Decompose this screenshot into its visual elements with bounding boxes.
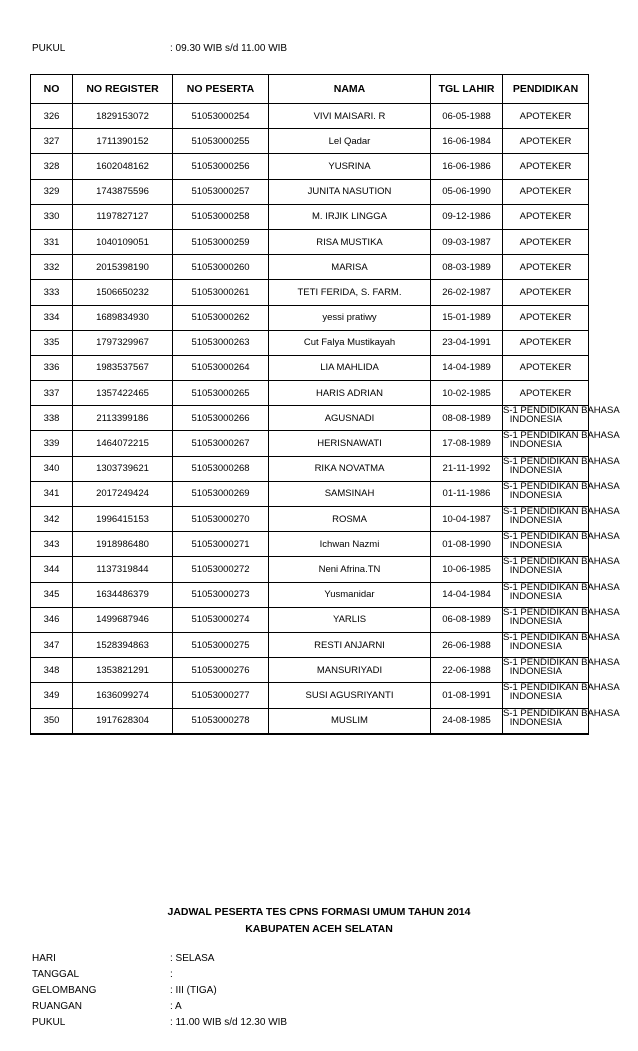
cell-no: 333 bbox=[31, 280, 73, 305]
table-row bbox=[31, 381, 589, 406]
cell-tgl-lahir: 16-06-1986 bbox=[431, 154, 503, 179]
cell-nama: ROSMA bbox=[269, 507, 431, 532]
table-row bbox=[31, 280, 589, 305]
cell-tgl-lahir: 06-05-1988 bbox=[431, 104, 503, 129]
cell-peserta: 51053000269 bbox=[173, 481, 269, 506]
cell-nama: JUNITA NASUTION bbox=[269, 179, 431, 204]
pendidikan-line: APOTEKER bbox=[519, 211, 572, 223]
info-label: GELOMBANG bbox=[32, 985, 97, 996]
cell-no: 335 bbox=[31, 330, 73, 355]
table-row bbox=[31, 305, 589, 330]
cell-nama: LIA MAHLIDA bbox=[269, 355, 431, 380]
cell-no: 338 bbox=[31, 406, 73, 431]
column-header-register: NO REGISTER bbox=[73, 75, 173, 104]
pendidikan-line: APOTEKER bbox=[519, 135, 572, 147]
cell-tgl-lahir: 08-08-1989 bbox=[431, 406, 503, 431]
cell-nama: Cut Falya Mustikayah bbox=[269, 330, 431, 355]
table-header-row bbox=[31, 75, 589, 104]
cell-nama: YUSRINA bbox=[269, 154, 431, 179]
cell-nama: VIVI MAISARI. R bbox=[269, 104, 431, 129]
table-row bbox=[31, 204, 589, 229]
cell-register: 1353821291 bbox=[73, 658, 173, 683]
cell-no: 330 bbox=[31, 204, 73, 229]
cell-pendidikan bbox=[503, 606, 620, 632]
info-label: RUANGAN bbox=[32, 1001, 83, 1012]
cell-register: 1917628304 bbox=[73, 708, 173, 734]
cell-register: 1797329967 bbox=[73, 330, 173, 355]
pendidikan-line: INDONESIA bbox=[509, 489, 562, 501]
cell-peserta: 51053000259 bbox=[173, 229, 269, 254]
cell-register: 2015398190 bbox=[73, 255, 173, 280]
table-row bbox=[31, 129, 589, 154]
cell-no: 327 bbox=[31, 129, 73, 154]
column-header-pendidikan: PENDIDIKAN bbox=[503, 75, 589, 104]
cell-no: 342 bbox=[31, 507, 73, 532]
time-label: PUKUL bbox=[32, 43, 66, 54]
pendidikan-line: APOTEKER bbox=[519, 362, 572, 374]
cell-no: 344 bbox=[31, 557, 73, 582]
pendidikan-line: S-1 PENDIDIKAN BAHASA bbox=[503, 707, 620, 719]
cell-register: 2113399186 bbox=[73, 406, 173, 431]
cell-no: 331 bbox=[31, 229, 73, 254]
pendidikan-line: APOTEKER bbox=[519, 312, 572, 324]
cell-pendidikan bbox=[503, 355, 589, 380]
cell-peserta: 51053000271 bbox=[173, 532, 269, 557]
cell-pendidikan bbox=[503, 255, 589, 280]
cell-no: 347 bbox=[31, 632, 73, 657]
cell-pendidikan bbox=[503, 657, 620, 683]
info-row-hari bbox=[32, 953, 215, 964]
cell-no: 346 bbox=[31, 607, 73, 632]
info-value: : SELASA bbox=[170, 953, 215, 964]
pendidikan-line: APOTEKER bbox=[519, 387, 572, 399]
column-header-peserta: NO PESERTA bbox=[173, 75, 269, 104]
cell-register: 1040109051 bbox=[73, 229, 173, 254]
cell-peserta: 51053000254 bbox=[173, 104, 269, 129]
info-label: PUKUL bbox=[32, 1017, 66, 1028]
pendidikan-line: APOTEKER bbox=[519, 186, 572, 198]
table-row bbox=[31, 582, 589, 607]
cell-tgl-lahir: 09-03-1987 bbox=[431, 229, 503, 254]
pendidikan-line: INDONESIA bbox=[509, 590, 562, 602]
pendidikan-line: S-1 PENDIDIKAN BAHASA bbox=[503, 657, 620, 669]
pendidikan-line: S-1 PENDIDIKAN BAHASA bbox=[503, 480, 620, 492]
cell-no: 345 bbox=[31, 582, 73, 607]
cell-tgl-lahir: 01-11-1986 bbox=[431, 481, 503, 506]
table-row bbox=[31, 229, 589, 254]
info-value: : III (TIGA) bbox=[170, 985, 217, 996]
cell-nama: MUSLIM bbox=[269, 708, 431, 734]
cell-no: 328 bbox=[31, 154, 73, 179]
pendidikan-line: S-1 PENDIDIKAN BAHASA bbox=[503, 556, 620, 568]
pendidikan-line: APOTEKER bbox=[519, 337, 572, 349]
table-row bbox=[31, 330, 589, 355]
cell-nama: AGUSNADI bbox=[269, 406, 431, 431]
cell-no: 336 bbox=[31, 355, 73, 380]
table-row bbox=[31, 104, 589, 129]
pendidikan-line: APOTEKER bbox=[519, 286, 572, 298]
cell-no: 348 bbox=[31, 658, 73, 683]
cell-tgl-lahir: 10-02-1985 bbox=[431, 381, 503, 406]
cell-register: 1711390152 bbox=[73, 129, 173, 154]
cell-nama: Neni Afrina.TN bbox=[269, 557, 431, 582]
cell-register: 2017249424 bbox=[73, 481, 173, 506]
cell-pendidikan bbox=[503, 229, 589, 254]
cell-tgl-lahir: 14-04-1984 bbox=[431, 582, 503, 607]
cell-nama: HARIS ADRIAN bbox=[269, 381, 431, 406]
info-value: : 11.00 WIB s/d 12.30 WIB bbox=[170, 1017, 288, 1028]
pendidikan-line: APOTEKER bbox=[519, 110, 572, 122]
cell-pendidikan bbox=[503, 405, 620, 431]
cell-peserta: 51053000272 bbox=[173, 557, 269, 582]
cell-tgl-lahir: 24-08-1985 bbox=[431, 708, 503, 734]
cell-register: 1464072215 bbox=[73, 431, 173, 456]
cell-no: 326 bbox=[31, 104, 73, 129]
info-label: HARI bbox=[32, 953, 56, 964]
cell-peserta: 51053000257 bbox=[173, 179, 269, 204]
cell-peserta: 51053000270 bbox=[173, 507, 269, 532]
cell-nama: Yusmanidar bbox=[269, 582, 431, 607]
pendidikan-line: S-1 PENDIDIKAN BAHASA bbox=[503, 581, 620, 593]
cell-register: 1602048162 bbox=[73, 154, 173, 179]
cell-pendidikan bbox=[503, 455, 620, 481]
cell-no: 339 bbox=[31, 431, 73, 456]
cell-nama: M. IRJIK LINGGA bbox=[269, 204, 431, 229]
cell-peserta: 51053000266 bbox=[173, 406, 269, 431]
table-row bbox=[31, 179, 589, 204]
cell-peserta: 51053000260 bbox=[173, 255, 269, 280]
pendidikan-line: S-1 PENDIDIKAN BAHASA bbox=[503, 531, 620, 543]
schedule-title bbox=[0, 904, 638, 938]
cell-nama: TETI FERIDA, S. FARM. bbox=[269, 280, 431, 305]
cell-nama: RESTI ANJARNI bbox=[269, 632, 431, 657]
cell-no: 332 bbox=[31, 255, 73, 280]
cell-no: 337 bbox=[31, 381, 73, 406]
cell-pendidikan bbox=[503, 381, 589, 406]
table-row bbox=[31, 683, 589, 708]
cell-tgl-lahir: 05-06-1990 bbox=[431, 179, 503, 204]
cell-tgl-lahir: 22-06-1988 bbox=[431, 658, 503, 683]
cell-pendidikan bbox=[503, 581, 620, 607]
cell-tgl-lahir: 10-04-1987 bbox=[431, 507, 503, 532]
cell-register: 1303739621 bbox=[73, 456, 173, 481]
cell-peserta: 51053000265 bbox=[173, 381, 269, 406]
cell-register: 1636099274 bbox=[73, 683, 173, 708]
pendidikan-line: INDONESIA bbox=[509, 640, 562, 652]
cell-pendidikan bbox=[503, 104, 589, 129]
pendidikan-line: S-1 PENDIDIKAN BAHASA bbox=[503, 506, 620, 517]
column-header-nama: NAMA bbox=[269, 75, 431, 104]
info-value: : A bbox=[170, 1001, 182, 1012]
cell-peserta: 51053000275 bbox=[173, 632, 269, 657]
cell-register: 1499687946 bbox=[73, 607, 173, 632]
cell-no: 349 bbox=[31, 683, 73, 708]
cell-pendidikan bbox=[503, 480, 620, 506]
cell-nama: SAMSINAH bbox=[269, 481, 431, 506]
cell-tgl-lahir: 15-01-1989 bbox=[431, 305, 503, 330]
info-row-tanggal bbox=[32, 969, 173, 980]
cell-pendidikan bbox=[503, 204, 589, 229]
cell-tgl-lahir: 17-08-1989 bbox=[431, 431, 503, 456]
schedule-title-line2: KABUPATEN ACEH SELATAN bbox=[245, 923, 393, 935]
pendidikan-line: INDONESIA bbox=[509, 540, 562, 552]
cell-no: 329 bbox=[31, 179, 73, 204]
cell-nama: SUSI AGUSRIYANTI bbox=[269, 683, 431, 708]
cell-tgl-lahir: 26-02-1987 bbox=[431, 280, 503, 305]
cell-no: 350 bbox=[31, 708, 73, 734]
cell-no: 341 bbox=[31, 481, 73, 506]
cell-tgl-lahir: 10-06-1985 bbox=[431, 557, 503, 582]
cell-register: 1829153072 bbox=[73, 104, 173, 129]
pendidikan-line: S-1 PENDIDIKAN BAHASA bbox=[503, 682, 620, 694]
cell-pendidikan bbox=[503, 531, 620, 557]
cell-register: 1357422465 bbox=[73, 381, 173, 406]
cell-pendidikan bbox=[503, 154, 589, 179]
table-row bbox=[31, 154, 589, 179]
cell-nama: Lel Qadar bbox=[269, 129, 431, 154]
cell-nama: HERISNAWATI bbox=[269, 431, 431, 456]
schedule-title-line1: JADWAL PESERTA TES CPNS FORMASI UMUM TAHUN 2014 bbox=[167, 906, 471, 918]
cell-peserta: 51053000255 bbox=[173, 129, 269, 154]
cell-peserta: 51053000278 bbox=[173, 708, 269, 734]
column-header-tgl-lahir: TGL LAHIR bbox=[431, 75, 503, 104]
pendidikan-line: INDONESIA bbox=[509, 414, 562, 426]
pendidikan-line: APOTEKER bbox=[519, 160, 572, 172]
pendidikan-line: INDONESIA bbox=[509, 666, 562, 678]
table-row bbox=[31, 406, 589, 431]
cell-tgl-lahir: 01-08-1991 bbox=[431, 683, 503, 708]
info-value: : bbox=[170, 969, 173, 980]
cell-pendidikan bbox=[503, 556, 620, 582]
cell-register: 1689834930 bbox=[73, 305, 173, 330]
cell-nama: RIKA NOVATMA bbox=[269, 456, 431, 481]
cell-peserta: 51053000273 bbox=[173, 582, 269, 607]
time-row bbox=[32, 43, 288, 54]
cell-nama: RISA MUSTIKA bbox=[269, 229, 431, 254]
table-row bbox=[31, 607, 589, 632]
cell-pendidikan bbox=[503, 682, 620, 708]
table-row bbox=[31, 557, 589, 582]
pendidikan-line: S-1 PENDIDIKAN BAHASA bbox=[503, 455, 620, 467]
cell-pendidikan bbox=[503, 631, 620, 657]
cell-nama: Ichwan Nazmi bbox=[269, 532, 431, 557]
cell-register: 1137319844 bbox=[73, 557, 173, 582]
info-row-gelombang bbox=[32, 985, 217, 996]
pendidikan-line: INDONESIA bbox=[509, 439, 562, 451]
table-row bbox=[31, 708, 589, 734]
cell-register: 1918986480 bbox=[73, 532, 173, 557]
cell-no: 334 bbox=[31, 305, 73, 330]
cell-tgl-lahir: 06-08-1989 bbox=[431, 607, 503, 632]
cell-peserta: 51053000267 bbox=[173, 431, 269, 456]
table-row bbox=[31, 355, 589, 380]
cell-register: 1528394863 bbox=[73, 632, 173, 657]
cell-pendidikan bbox=[503, 330, 589, 355]
info-row-ruangan bbox=[32, 1001, 182, 1012]
cell-register: 1197827127 bbox=[73, 204, 173, 229]
table-row bbox=[31, 532, 589, 557]
pendidikan-line: INDONESIA bbox=[509, 716, 562, 728]
cell-tgl-lahir: 09-12-1986 bbox=[431, 204, 503, 229]
cell-peserta: 51053000256 bbox=[173, 154, 269, 179]
cell-pendidikan bbox=[503, 430, 620, 456]
cell-register: 1743875596 bbox=[73, 179, 173, 204]
pendidikan-line: INDONESIA bbox=[509, 464, 562, 476]
pendidikan-line: INDONESIA bbox=[509, 691, 562, 703]
table-row bbox=[31, 481, 589, 506]
pendidikan-line: S-1 PENDIDIKAN BAHASA bbox=[503, 430, 620, 442]
cell-peserta: 51053000264 bbox=[173, 355, 269, 380]
cell-tgl-lahir: 01-08-1990 bbox=[431, 532, 503, 557]
info-row-pukul bbox=[32, 1017, 288, 1028]
cell-peserta: 51053000277 bbox=[173, 683, 269, 708]
cell-tgl-lahir: 08-03-1989 bbox=[431, 255, 503, 280]
cell-tgl-lahir: 23-04-1991 bbox=[431, 330, 503, 355]
pendidikan-line: S-1 PENDIDIKAN BAHASA bbox=[503, 631, 620, 643]
cell-nama: MANSURIYADI bbox=[269, 658, 431, 683]
table-row bbox=[31, 658, 589, 683]
cell-pendidikan bbox=[503, 129, 589, 154]
cell-pendidikan bbox=[503, 506, 620, 532]
cell-peserta: 51053000258 bbox=[173, 204, 269, 229]
cell-tgl-lahir: 14-04-1989 bbox=[431, 355, 503, 380]
cell-nama: YARLIS bbox=[269, 607, 431, 632]
pendidikan-line: INDONESIA bbox=[509, 565, 562, 577]
cell-tgl-lahir: 16-06-1984 bbox=[431, 129, 503, 154]
participant-table bbox=[30, 74, 620, 735]
pendidikan-line: S-1 PENDIDIKAN BAHASA bbox=[503, 405, 620, 417]
cell-register: 1996415153 bbox=[73, 507, 173, 532]
cell-pendidikan bbox=[503, 280, 589, 305]
cell-nama: MARISA bbox=[269, 255, 431, 280]
cell-tgl-lahir: 21-11-1992 bbox=[431, 456, 503, 481]
cell-peserta: 51053000274 bbox=[173, 607, 269, 632]
cell-pendidikan bbox=[503, 179, 589, 204]
cell-peserta: 51053000263 bbox=[173, 330, 269, 355]
table-row bbox=[31, 255, 589, 280]
cell-no: 340 bbox=[31, 456, 73, 481]
table-row bbox=[31, 507, 589, 532]
cell-pendidikan bbox=[503, 707, 620, 734]
pendidikan-line: APOTEKER bbox=[519, 236, 572, 248]
table-row bbox=[31, 431, 589, 456]
cell-register: 1506650232 bbox=[73, 280, 173, 305]
table-row bbox=[31, 456, 589, 481]
info-label: TANGGAL bbox=[32, 969, 80, 980]
cell-register: 1983537567 bbox=[73, 355, 173, 380]
cell-peserta: 51053000276 bbox=[173, 658, 269, 683]
pendidikan-line: INDONESIA bbox=[509, 515, 562, 526]
cell-peserta: 51053000261 bbox=[173, 280, 269, 305]
cell-nama: yessi pratiwy bbox=[269, 305, 431, 330]
time-value: : 09.30 WIB s/d 11.00 WIB bbox=[170, 43, 288, 54]
pendidikan-line: INDONESIA bbox=[509, 615, 562, 627]
cell-peserta: 51053000262 bbox=[173, 305, 269, 330]
cell-pendidikan bbox=[503, 305, 589, 330]
column-header-no: NO bbox=[31, 75, 73, 104]
table-row bbox=[31, 632, 589, 657]
cell-peserta: 51053000268 bbox=[173, 456, 269, 481]
cell-tgl-lahir: 26-06-1988 bbox=[431, 632, 503, 657]
cell-register: 1634486379 bbox=[73, 582, 173, 607]
pendidikan-line: S-1 PENDIDIKAN BAHASA bbox=[503, 606, 620, 618]
cell-no: 343 bbox=[31, 532, 73, 557]
pendidikan-line: APOTEKER bbox=[519, 261, 572, 273]
